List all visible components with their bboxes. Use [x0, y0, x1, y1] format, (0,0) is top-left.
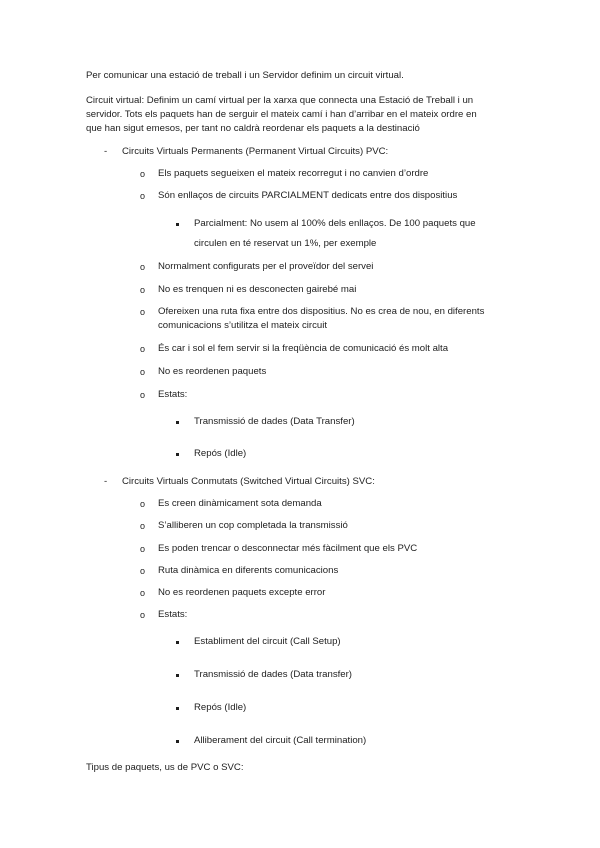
pvc-state-1: Transmissió de dades (Data Transfer) [194, 416, 355, 427]
pvc-state-2: Repós (Idle) [194, 448, 247, 459]
definition-line-3: que han sigut emesos, per tant no caldrà reordenar els paquets a la destinació [86, 123, 420, 134]
svc-item-4: Ruta dinàmica en diferents comunicacions [158, 565, 339, 576]
svc-item-3: Es poden trencar o desconnectar més fàcilment que els PVC [158, 543, 418, 554]
bullet-o: o [140, 262, 146, 272]
svc-state-4: Alliberament del circuit (Call termination) [194, 735, 367, 746]
pvc-item-5-cont: comunicacions s’utilitza el mateix circuit [158, 320, 328, 331]
pvc-item-2: Són enllaços de circuits PARCIALMENT dedicats entre dos dispositius [158, 190, 458, 201]
svc-item-5: No es reordenen paquets excepte error [158, 587, 326, 598]
square-bullet [176, 453, 179, 456]
bullet-o: o [140, 566, 146, 576]
bullet-o: o [140, 544, 146, 554]
pvc-item-6: És car i sol el fem servir si la freqüència de comunicació és molt alta [158, 343, 449, 354]
footer-question: Tipus de paquets, us de PVC o SVC: [86, 762, 244, 773]
pvc-heading: Circuits Virtuals Permanents (Permanent Virtual Circuits) PVC: [122, 146, 389, 157]
svc-item-2: S’alliberen un cop completada la transmissió [158, 520, 348, 531]
pvc-item-7: No es reordenen paquets [158, 366, 267, 377]
bullet-o: o [140, 285, 146, 295]
svc-item-6: Estats: [158, 609, 188, 620]
bullet-o: o [140, 521, 146, 531]
square-bullet [176, 641, 179, 644]
bullet-o: o [140, 307, 146, 317]
svc-dash: - [104, 476, 108, 487]
square-bullet [176, 421, 179, 424]
square-bullet [176, 674, 179, 677]
square-bullet [176, 740, 179, 743]
bullet-o: o [140, 191, 146, 201]
bullet-o: o [140, 390, 146, 400]
pvc-dash: - [104, 146, 108, 157]
pvc-parcial-line-1: Parcialment: No usem al 100% dels enllaços. De 100 paquets que [194, 218, 476, 229]
square-bullet [176, 707, 179, 710]
svc-state-2: Transmissió de dades (Data transfer) [194, 669, 353, 680]
pvc-parcial-line-2: circulen en té reservat un 1%, per exemple [194, 238, 377, 249]
bullet-o: o [140, 367, 146, 377]
bullet-o: o [140, 610, 146, 620]
svc-heading: Circuits Virtuals Conmutats (Switched Virtual Circuits) SVC: [122, 476, 375, 487]
bullet-o: o [140, 499, 146, 509]
square-bullet [176, 223, 179, 226]
pvc-item-8: Estats: [158, 389, 188, 400]
definition-line-1: Circuit virtual: Definim un camí virtual per la xarxa que connecta una Estació de Treball i un [86, 95, 474, 106]
pvc-item-1: Els paquets segueixen el mateix recorregut i no canvien d’ordre [158, 168, 429, 179]
intro-text: Per comunicar una estació de treball i un Servidor definim un circuit virtual. [86, 70, 404, 81]
bullet-o: o [140, 588, 146, 598]
pvc-item-3: Normalment configurats per el proveïdor del servei [158, 261, 374, 272]
svc-state-3: Repós (Idle) [194, 702, 247, 713]
svc-state-1: Establiment del circuit (Call Setup) [194, 636, 341, 647]
svc-item-1: Es creen dinàmicament sota demanda [158, 498, 322, 509]
pvc-item-4: No es trenquen ni es desconecten gairebé mai [158, 284, 357, 295]
pvc-item-5: Ofereixen una ruta fixa entre dos dispositius. No es crea de nou, en diferents [158, 306, 485, 317]
bullet-o: o [140, 344, 146, 354]
bullet-o: o [140, 169, 146, 179]
definition-line-2: servidor. Tots els paquets han de serguir el mateix camí i han d’arribar en el mateix ordre en [86, 109, 477, 120]
